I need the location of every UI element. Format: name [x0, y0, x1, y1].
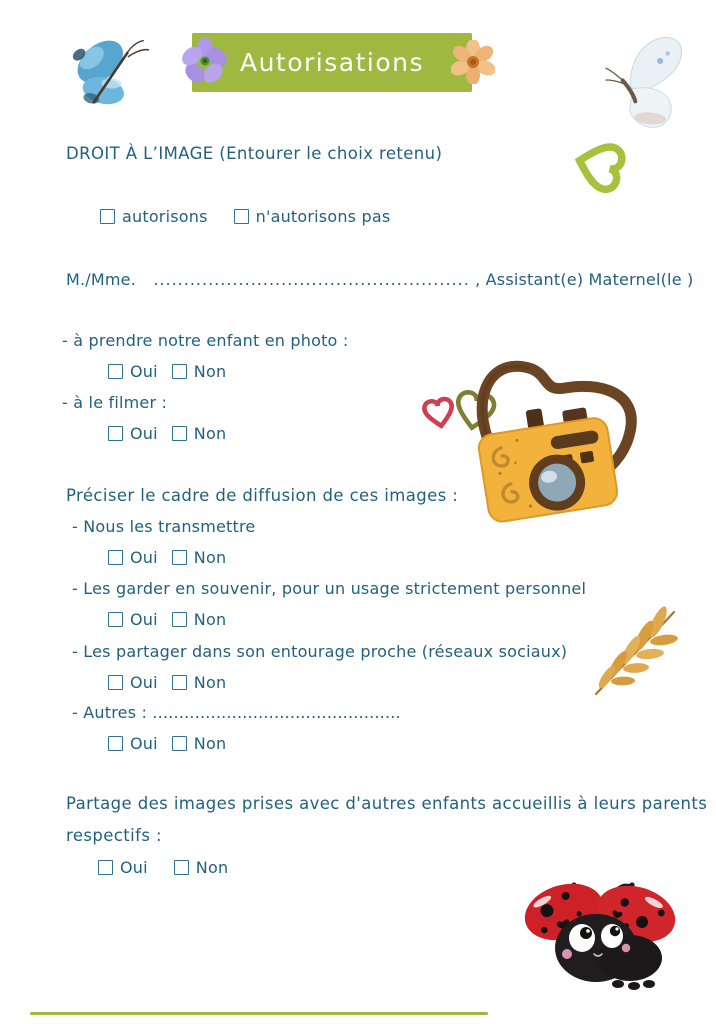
non-label: Non [195, 858, 229, 877]
non-label: Non [193, 673, 227, 692]
section-heading-diffusion: Préciser le cadre de diffusion de ces images : [66, 486, 459, 505]
checkbox-share-oui[interactable] [98, 860, 113, 875]
page-title: Autorisations [239, 48, 425, 77]
golden-leaf-icon [582, 606, 686, 702]
share-ouinon-row [98, 858, 228, 877]
non-label: Non [193, 734, 227, 753]
souvenir-ouinon-row [108, 610, 226, 629]
name-fill-in-dots[interactable]: .................................................... [153, 270, 470, 289]
name-suffix: , Assistant(e) Maternel(le ) [475, 270, 694, 289]
oui-label: Oui [130, 673, 158, 692]
checkbox-souvenir-oui[interactable] [108, 612, 123, 627]
checkbox-transmettre-non[interactable] [172, 550, 187, 565]
consent-options-row [100, 207, 390, 226]
diffusion-item-autres-label: - Autres : ............................................... [72, 703, 401, 722]
question-photo-label: - à prendre notre enfant en photo : [62, 331, 349, 350]
checkbox-souvenir-non[interactable] [172, 612, 187, 627]
question-filmer-label: - à le filmer : [62, 393, 168, 412]
section-heading-droit-image: DROIT À L’IMAGE (Entourer le choix retenu) [66, 144, 443, 163]
autorisons-label: autorisons [122, 207, 208, 226]
checkbox-photo-non[interactable] [172, 364, 187, 379]
checkbox-partager-non[interactable] [172, 675, 187, 690]
option-autorisons [100, 207, 208, 226]
oui-label: Oui [120, 858, 148, 877]
share-heading-line1: Partage des images prises avec d'autres enfants accueillis à leurs parents [66, 794, 708, 813]
non-label: Non [193, 548, 227, 567]
title-banner [192, 33, 472, 92]
question-photo-ouinon-row [108, 362, 226, 381]
oui-label: Oui [130, 362, 158, 381]
diffusion-item-souvenir-label: - Les garder en souvenir, pour un usage strictement personnel [72, 579, 587, 598]
share-heading-line2: respectifs : [66, 826, 162, 845]
option-n-autorisons-pas [234, 207, 391, 226]
checkbox-filmer-oui[interactable] [108, 426, 123, 441]
oui-label: Oui [130, 424, 158, 443]
non-label: Non [193, 362, 227, 381]
checkbox-partager-oui[interactable] [108, 675, 123, 690]
diffusion-item-transmettre-label: - Nous les transmettre [72, 517, 256, 536]
question-filmer-ouinon-row [108, 424, 226, 443]
non-label: Non [193, 610, 227, 629]
oui-label: Oui [130, 610, 158, 629]
transmettre-ouinon-row [108, 548, 226, 567]
blue-butterfly-icon [70, 33, 158, 113]
checkbox-share-non[interactable] [174, 860, 189, 875]
checkbox-autres-oui[interactable] [108, 736, 123, 751]
orange-flower-icon [451, 40, 495, 84]
checkbox-filmer-non[interactable] [172, 426, 187, 441]
diffusion-item-partager-label: - Les partager dans son entourage proche (réseaux sociaux) [72, 642, 568, 661]
checkbox-n-autorisons-pas[interactable] [234, 209, 249, 224]
non-label: Non [193, 424, 227, 443]
white-butterfly-icon [601, 26, 691, 128]
oui-label: Oui [130, 734, 158, 753]
checkbox-transmettre-oui[interactable] [108, 550, 123, 565]
oui-label: Oui [130, 548, 158, 567]
bottom-border-line [30, 1012, 488, 1015]
name-line [66, 270, 693, 289]
ladybug-illustration [518, 872, 682, 994]
checkbox-autres-non[interactable] [172, 736, 187, 751]
checkbox-photo-oui[interactable] [108, 364, 123, 379]
partager-ouinon-row [108, 673, 226, 692]
name-prefix: M./Mme. [66, 270, 137, 289]
autres-ouinon-row [108, 734, 226, 753]
checkbox-autorisons[interactable] [100, 209, 115, 224]
n-autorisons-pas-label: n'autorisons pas [255, 207, 391, 226]
purple-flower-icon [180, 36, 230, 86]
green-heart-icon [563, 135, 629, 203]
